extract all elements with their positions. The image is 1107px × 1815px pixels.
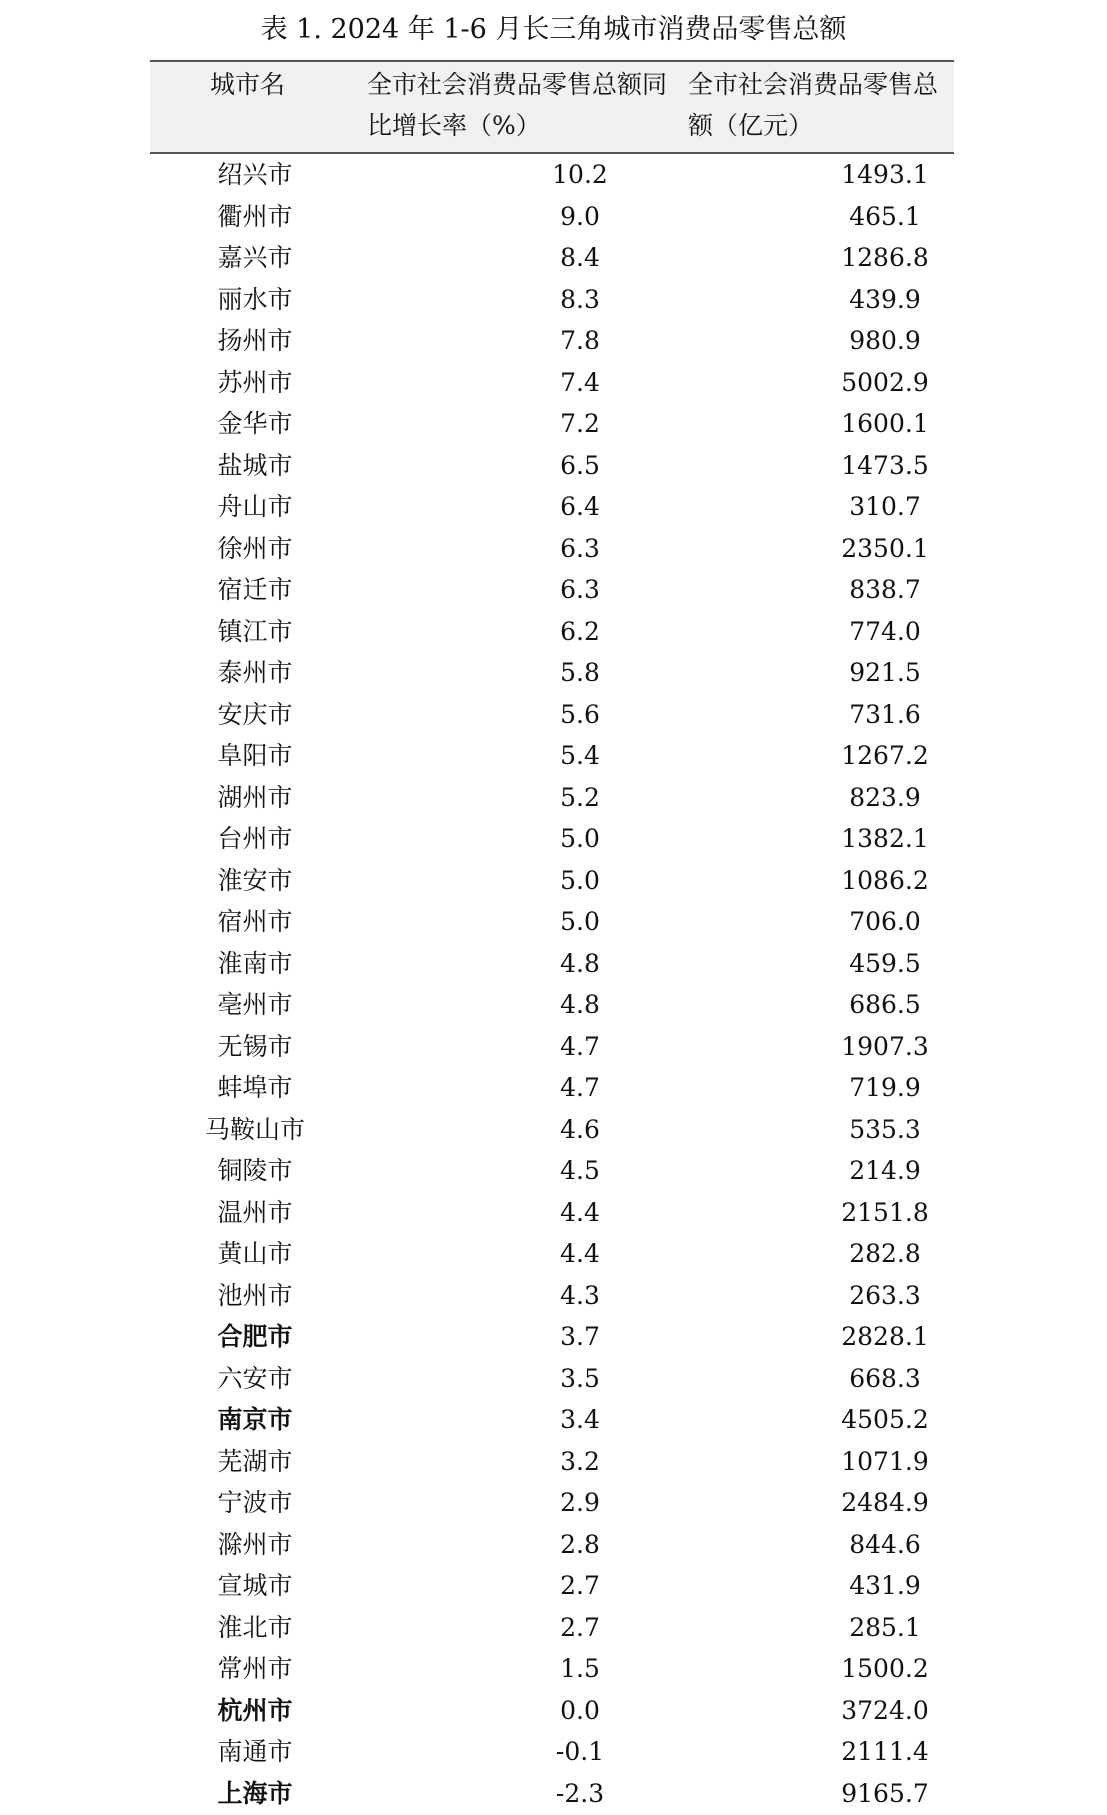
table-row xyxy=(150,1731,954,1773)
city-cell: 合肥市 xyxy=(217,1322,293,1351)
total-cell: 1500.2 xyxy=(841,1654,929,1683)
growth-cell: 7.4 xyxy=(560,367,600,397)
growth-cell: 4.5 xyxy=(560,1156,600,1185)
city-cell: 亳州市 xyxy=(217,990,293,1019)
table-row xyxy=(150,694,954,736)
city-cell: 绍兴市 xyxy=(217,160,293,189)
growth-cell: 6.5 xyxy=(560,450,600,480)
growth-cell: 4.7 xyxy=(560,1031,600,1061)
total-cell: 4505.2 xyxy=(841,1405,929,1434)
city-cell: 铜陵市 xyxy=(217,1156,293,1185)
growth-cell: 5.0 xyxy=(560,907,600,936)
table-row xyxy=(150,1233,954,1275)
table-body xyxy=(150,154,954,1814)
table-row xyxy=(150,777,954,819)
city-cell: 丽水市 xyxy=(217,284,293,314)
table-row xyxy=(150,154,954,196)
total-cell: 9165.7 xyxy=(841,1778,929,1808)
table-row xyxy=(150,943,954,985)
table-row xyxy=(150,1192,954,1234)
table-row xyxy=(150,403,954,445)
growth-cell: 4.8 xyxy=(560,948,600,978)
table-row xyxy=(150,445,954,487)
city-cell: 台州市 xyxy=(217,824,293,853)
total-cell: 668.3 xyxy=(849,1363,921,1393)
growth-cell: 5.0 xyxy=(560,824,600,853)
table-row xyxy=(150,901,954,943)
table-row xyxy=(150,1399,954,1441)
total-cell: 731.6 xyxy=(849,699,921,729)
growth-cell: 2.8 xyxy=(560,1529,600,1559)
city-cell: 嘉兴市 xyxy=(217,243,293,272)
table-row xyxy=(150,1648,954,1690)
growth-cell: 5.8 xyxy=(560,658,600,687)
city-cell: 湖州市 xyxy=(217,782,293,812)
total-cell: 5002.9 xyxy=(841,367,929,397)
growth-cell: 4.4 xyxy=(560,1197,600,1227)
city-cell: 淮南市 xyxy=(217,948,293,978)
total-cell: 2111.4 xyxy=(841,1737,929,1766)
total-cell: 1086.2 xyxy=(841,865,929,895)
growth-cell: 2.7 xyxy=(560,1571,600,1600)
total-cell: 2828.1 xyxy=(841,1322,929,1351)
header-total-sales: 全市社会消费品零售总额（亿元） xyxy=(688,70,939,140)
table-row xyxy=(150,1067,954,1109)
growth-cell: 3.2 xyxy=(560,1446,600,1476)
total-cell: 431.9 xyxy=(849,1571,921,1600)
growth-cell: 4.8 xyxy=(560,990,600,1019)
growth-cell: 6.4 xyxy=(560,492,600,521)
growth-cell: 6.2 xyxy=(560,616,600,646)
table-row xyxy=(150,528,954,570)
total-cell: 844.6 xyxy=(849,1529,921,1559)
city-cell: 池州市 xyxy=(217,1280,293,1310)
table-row xyxy=(150,1316,954,1358)
total-cell: 3724.0 xyxy=(841,1695,929,1725)
total-cell: 2350.1 xyxy=(841,533,929,563)
growth-cell: 5.0 xyxy=(560,865,600,895)
table-row xyxy=(150,237,954,279)
city-cell: 徐州市 xyxy=(217,533,293,563)
total-cell: 214.9 xyxy=(849,1156,921,1185)
table-title: 表 1. 2024 年 1-6 月长三角城市消费品零售总额 xyxy=(260,14,847,45)
total-cell: 2484.9 xyxy=(841,1488,929,1517)
total-cell: 263.3 xyxy=(849,1280,921,1310)
table-row xyxy=(150,362,954,404)
city-cell: 滁州市 xyxy=(217,1529,293,1559)
total-cell: 465.1 xyxy=(849,201,921,231)
table-row xyxy=(150,735,954,777)
growth-cell: 8.3 xyxy=(560,284,600,314)
growth-cell: 3.7 xyxy=(560,1322,600,1351)
table-row xyxy=(150,652,954,694)
city-cell: 舟山市 xyxy=(217,492,293,521)
growth-cell: 2.7 xyxy=(560,1612,600,1642)
growth-cell: 10.2 xyxy=(552,160,608,189)
total-cell: 1071.9 xyxy=(841,1446,929,1476)
growth-cell: 5.4 xyxy=(560,741,600,770)
table-row xyxy=(150,611,954,653)
total-cell: 921.5 xyxy=(849,658,921,687)
city-cell: 六安市 xyxy=(217,1363,293,1393)
city-cell: 盐城市 xyxy=(217,450,293,480)
total-cell: 2151.8 xyxy=(841,1197,929,1227)
total-cell: 439.9 xyxy=(849,284,921,314)
city-cell: 常州市 xyxy=(217,1654,293,1683)
table-row xyxy=(150,486,954,528)
total-cell: 1600.1 xyxy=(841,409,929,438)
total-cell: 1286.8 xyxy=(841,243,929,272)
growth-cell: 4.6 xyxy=(560,1114,600,1144)
total-cell: 1473.5 xyxy=(841,450,929,480)
city-cell: 马鞍山市 xyxy=(204,1114,305,1144)
table-row xyxy=(150,1482,954,1524)
retail-sales-table xyxy=(150,60,954,1808)
total-cell: 719.9 xyxy=(849,1073,921,1102)
city-cell: 苏州市 xyxy=(217,367,293,397)
city-cell: 宿州市 xyxy=(217,907,293,936)
city-cell: 无锡市 xyxy=(217,1031,293,1061)
growth-cell: 8.4 xyxy=(560,243,600,272)
table-row xyxy=(150,1275,954,1317)
table-row xyxy=(150,1607,954,1649)
table-row xyxy=(150,196,954,238)
growth-cell: 1.5 xyxy=(560,1654,600,1683)
table-row xyxy=(150,818,954,860)
table-row xyxy=(150,1150,954,1192)
header-growth-rate: 全市社会消费品零售总额同比增长率（%） xyxy=(367,70,668,140)
total-cell: 823.9 xyxy=(849,782,921,812)
growth-cell: 3.4 xyxy=(560,1405,600,1434)
header-city-name: 城市名 xyxy=(210,70,286,99)
city-cell: 扬州市 xyxy=(217,326,293,355)
total-cell: 1267.2 xyxy=(841,741,929,770)
total-cell: 980.9 xyxy=(849,326,921,355)
growth-cell: 3.5 xyxy=(560,1363,600,1393)
table-row xyxy=(150,1690,954,1732)
growth-cell: 7.2 xyxy=(560,409,600,438)
total-cell: 535.3 xyxy=(849,1114,921,1144)
total-cell: 706.0 xyxy=(849,907,921,936)
city-cell: 芜湖市 xyxy=(217,1446,293,1476)
table-row xyxy=(150,1524,954,1566)
total-cell: 285.1 xyxy=(849,1612,921,1642)
growth-cell: 4.7 xyxy=(560,1073,600,1102)
city-cell: 南京市 xyxy=(217,1405,293,1434)
city-cell: 淮北市 xyxy=(217,1612,293,1642)
table-row xyxy=(150,320,954,362)
growth-cell: 6.3 xyxy=(560,575,600,604)
city-cell: 淮安市 xyxy=(217,865,293,895)
table-row xyxy=(150,984,954,1026)
city-cell: 阜阳市 xyxy=(217,741,293,770)
total-cell: 1493.1 xyxy=(841,160,929,189)
city-cell: 宁波市 xyxy=(217,1488,293,1517)
growth-cell: 5.6 xyxy=(560,699,600,729)
city-cell: 金华市 xyxy=(217,409,293,438)
city-cell: 衢州市 xyxy=(217,201,293,231)
total-cell: 282.8 xyxy=(849,1239,921,1268)
city-cell: 宿迁市 xyxy=(217,575,293,604)
growth-cell: 7.8 xyxy=(560,326,600,355)
table-header xyxy=(150,60,954,154)
city-cell: 蚌埠市 xyxy=(217,1073,293,1102)
total-cell: 459.5 xyxy=(849,948,921,978)
city-cell: 黄山市 xyxy=(217,1239,293,1268)
city-cell: 泰州市 xyxy=(217,658,293,687)
city-cell: 南通市 xyxy=(217,1737,293,1766)
table-row xyxy=(150,860,954,902)
table-row xyxy=(150,279,954,321)
growth-cell: -0.1 xyxy=(555,1737,605,1766)
growth-cell: 6.3 xyxy=(560,533,600,563)
total-cell: 1382.1 xyxy=(841,824,929,853)
table-row xyxy=(150,1565,954,1607)
growth-cell: -2.3 xyxy=(555,1778,605,1808)
growth-cell: 9.0 xyxy=(560,201,600,231)
total-cell: 774.0 xyxy=(849,616,921,646)
table-row xyxy=(150,1026,954,1068)
city-cell: 上海市 xyxy=(217,1778,293,1808)
city-cell: 温州市 xyxy=(217,1197,293,1227)
growth-cell: 0.0 xyxy=(560,1695,600,1725)
total-cell: 686.5 xyxy=(849,990,921,1019)
table-row xyxy=(150,1109,954,1151)
table-row xyxy=(150,569,954,611)
city-cell: 镇江市 xyxy=(217,616,293,646)
growth-cell: 4.3 xyxy=(560,1280,600,1310)
city-cell: 宣城市 xyxy=(217,1571,293,1600)
total-cell: 838.7 xyxy=(849,575,921,604)
total-cell: 310.7 xyxy=(849,492,921,521)
total-cell: 1907.3 xyxy=(841,1031,929,1061)
growth-cell: 5.2 xyxy=(560,782,600,812)
city-cell: 杭州市 xyxy=(217,1695,293,1725)
table-row xyxy=(150,1441,954,1483)
table-row xyxy=(150,1773,954,1815)
table-row xyxy=(150,1358,954,1400)
growth-cell: 2.9 xyxy=(560,1488,600,1517)
city-cell: 安庆市 xyxy=(217,699,293,729)
growth-cell: 4.4 xyxy=(560,1239,600,1268)
